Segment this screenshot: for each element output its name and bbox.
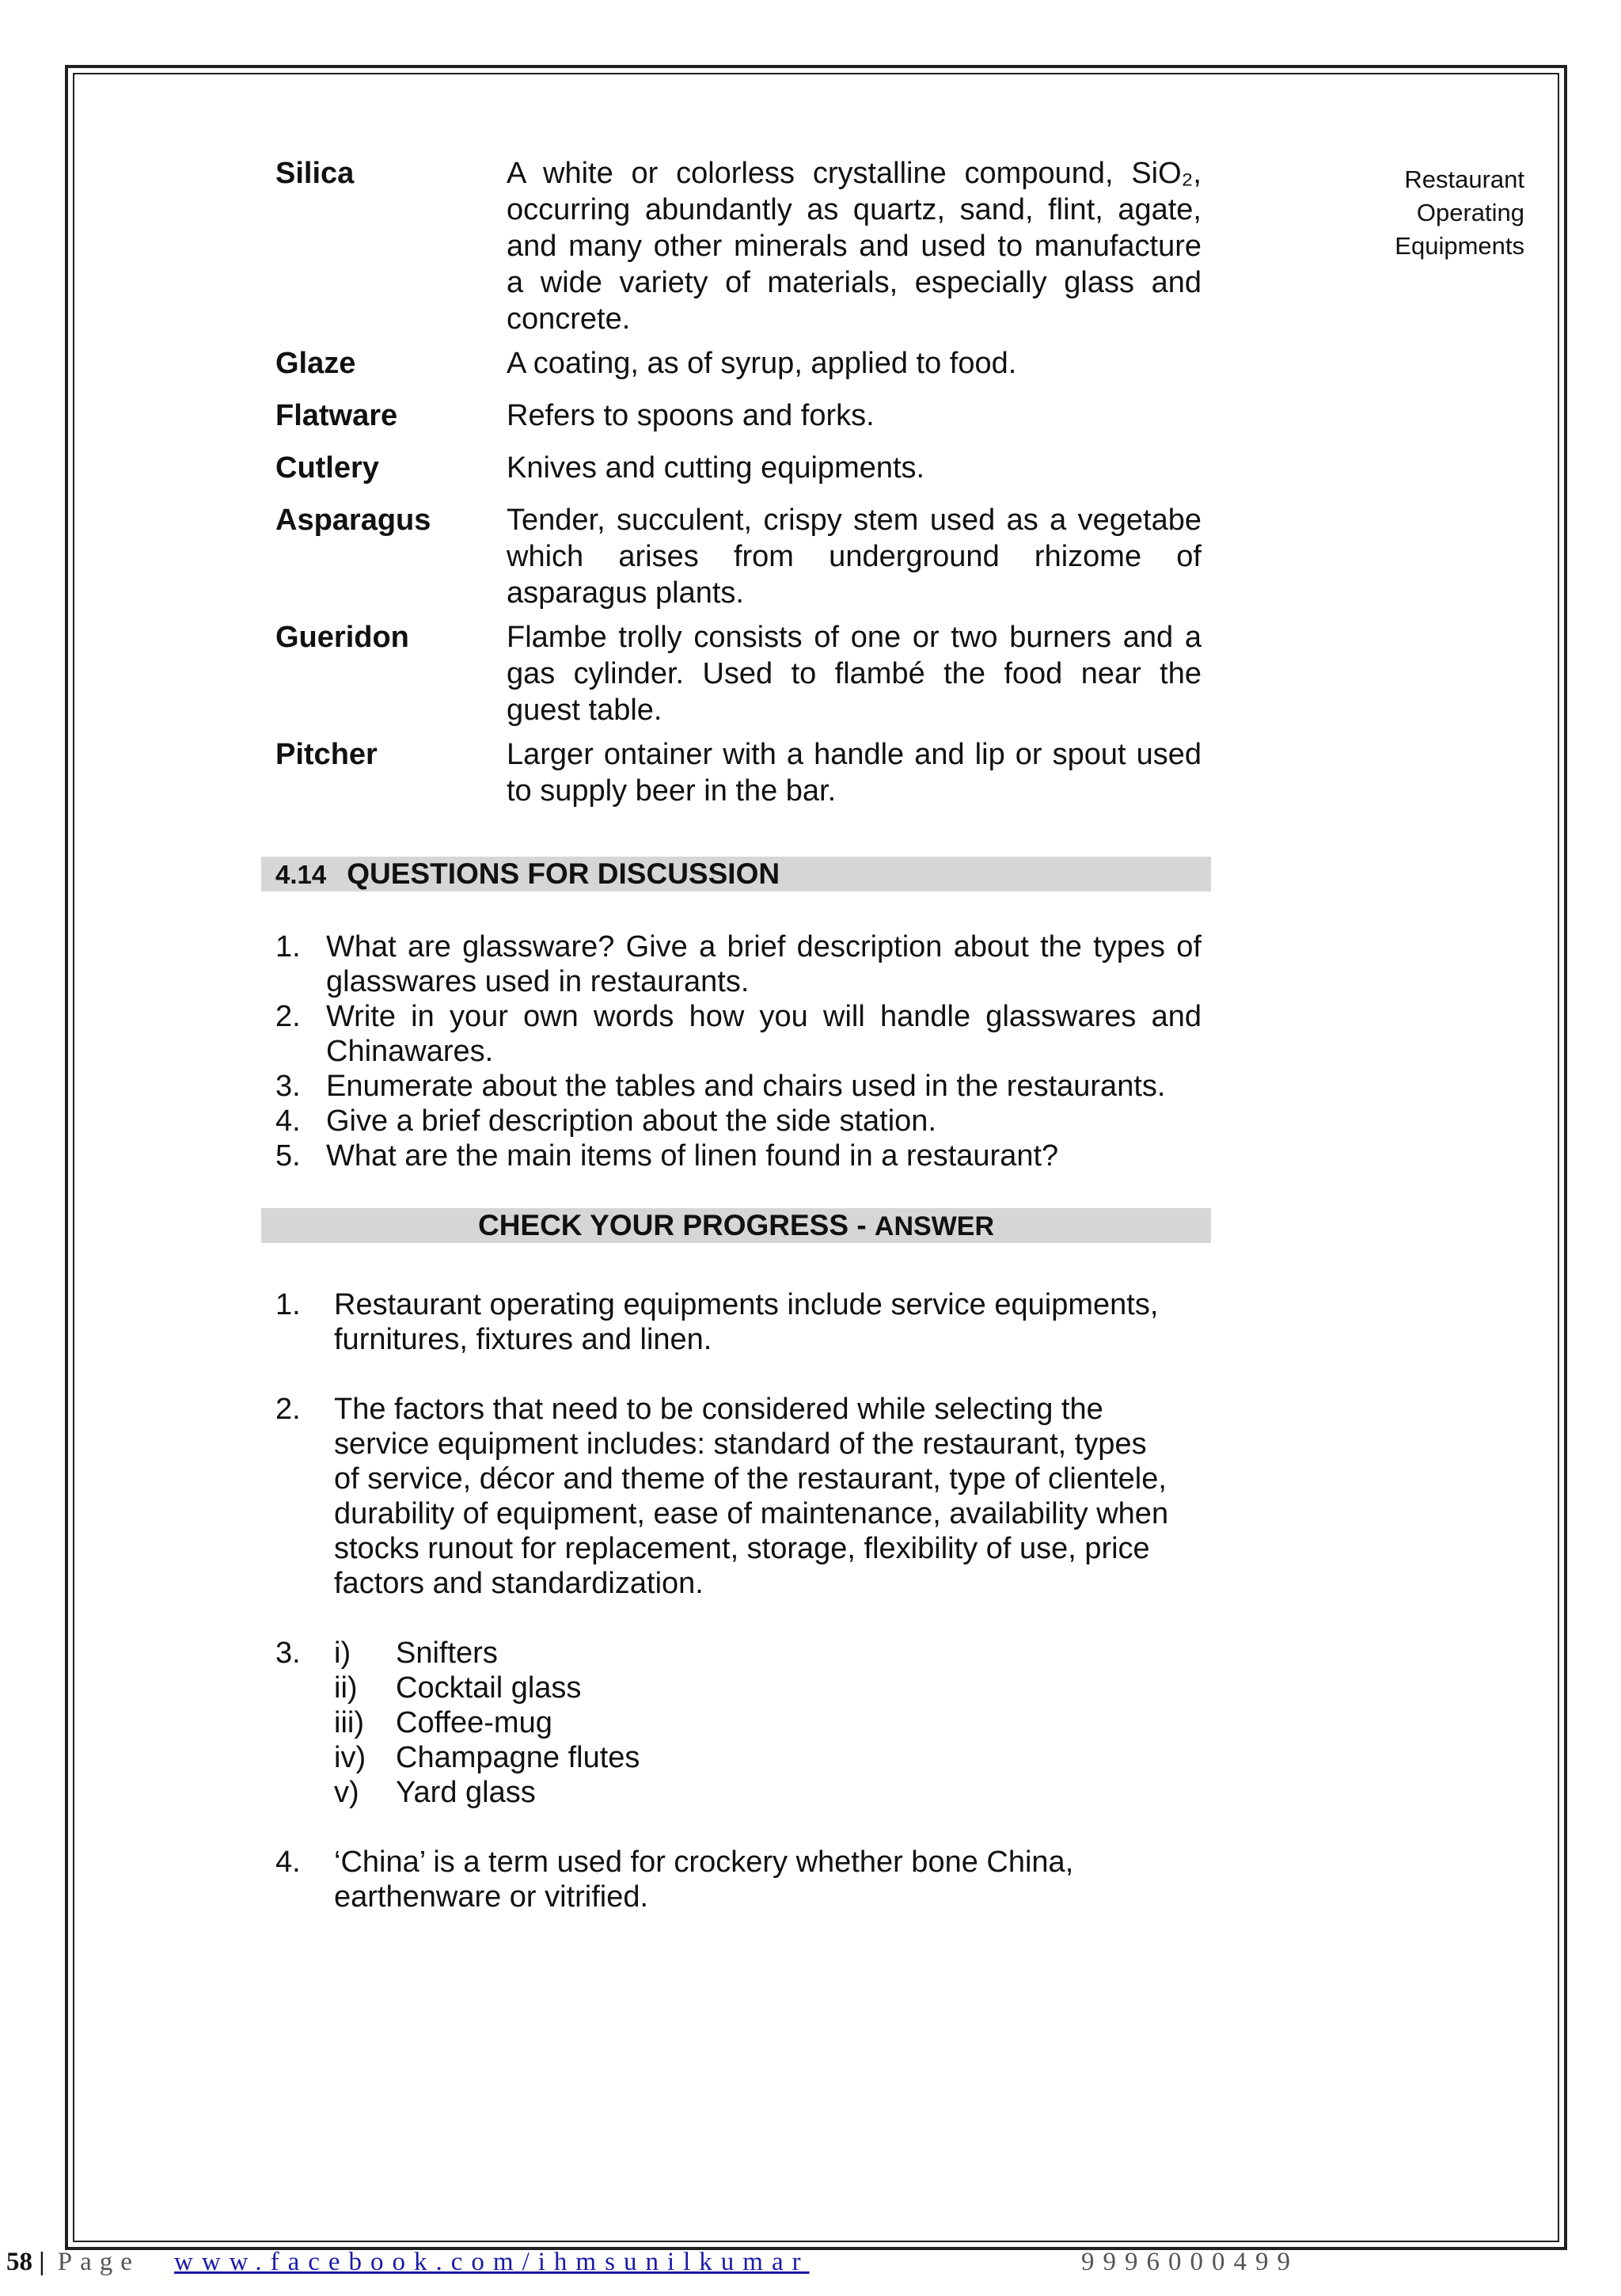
phone-number: 9996000499 [1081,2248,1299,2276]
glossary-definition: A coating, as of syrup, applied to food. [507,347,1017,380]
sub-item-number: iii) [334,1706,364,1739]
list-item [275,1287,1170,1357]
sub-list-item [334,1705,1170,1740]
section-title: QUESTIONS FOR DISCUSSION [347,857,780,890]
sub-item-number: i) [334,1636,351,1670]
glossary-entry [275,619,1209,728]
item-number: 2. [275,1393,301,1426]
section-heading [261,1208,1211,1244]
item-number: 1. [275,1288,301,1321]
progress-answer-list [275,1287,1170,1949]
list-item [275,1392,1170,1601]
glossary-list [275,155,1209,809]
item-number: 5. [275,1139,301,1173]
list-item [275,999,1202,1069]
item-number: 3. [275,1070,301,1103]
sub-item-number: iv) [334,1741,366,1774]
glossary-definition: Knives and cutting equipments. [507,451,925,485]
glossary-term: Gueridon [275,621,409,654]
glossary-term: Pitcher [275,738,378,771]
glossary-definition: Larger ontainer with a handle and lip or spout used to supply beer in the bar. [507,738,1202,808]
glossary-term: Glaze [275,347,356,380]
sub-item-number: v) [334,1776,359,1809]
page-label: Page [57,2248,140,2276]
sidebar-line: Equipments [1395,232,1524,260]
page-footer [6,2245,1352,2279]
section-number: 4.14 [275,860,327,889]
sub-list-item [334,1740,1170,1775]
list-item [275,1636,1170,1810]
sub-item-text: Cocktail glass [396,1671,582,1705]
section-heading-bar [261,857,1211,891]
facebook-link[interactable]: www.facebook.com/ihmsunilkumar [174,2248,810,2276]
glossary-term: Flatware [275,399,398,432]
glossary-entry [275,155,1209,337]
glossary-definition: Refers to spoons and forks. [507,399,875,432]
item-number: 2. [275,1000,301,1033]
glossary-definition: A white or colorless crystalline compound, SiO₂, occurring abundantly as quartz, sand, flint, agate, and many other minerals and used to manufacture a wide variety of materials, especially glass and concrete. [507,157,1202,336]
item-text: The factors that need to be considered while selecting the service equipment includes: standard of the restaurant, types of service, décor and theme of the restaurant, type of clientele, durability of equipment, ease of maintenance, availability when stocks runout for replacement, storage, flexibility of use, price factors and standardization. [334,1393,1169,1600]
glossary-entry [275,397,1209,434]
sidebar-line: Operating [1416,199,1524,226]
glossary-entry [275,450,1209,486]
section-title: CHECK YOUR PROGRESS - [477,1209,875,1241]
sub-list-item [334,1775,1170,1810]
page-number: 58 [6,2248,32,2276]
list-item [275,1069,1202,1104]
item-text: What are the main items of linen found in a restaurant? [326,1139,1059,1173]
item-number: 3. [275,1636,301,1670]
chapter-sidebar-label [1319,163,1524,263]
item-text: Restaurant operating equipments include service equipments, furnitures, fixtures and linen. [334,1288,1159,1356]
glossary-definition: Tender, succulent, crispy stem used as a vegetabe which arises from underground rhizome of asparagus plants. [507,504,1202,610]
sub-item-number: ii) [334,1671,358,1705]
glossary-entry [275,502,1209,611]
item-text: Enumerate about the tables and chairs used in the restaurants. [326,1070,1166,1103]
glossary-entry [275,345,1209,382]
list-item [275,1138,1202,1173]
sub-item-text: Yard glass [396,1776,536,1809]
sub-list-item [334,1671,1170,1705]
discussion-question-list [275,929,1202,1173]
list-item [275,1845,1170,1914]
sub-item-text: Snifters [396,1636,498,1670]
item-number: 4. [275,1104,301,1138]
section-heading [261,857,1211,892]
glossary-term: Silica [275,157,355,190]
list-item [275,929,1202,999]
footer-separator: | [39,2248,45,2276]
section-title-suffix: ANSWER [874,1211,995,1241]
list-item [275,1104,1202,1138]
glossary-term: Asparagus [275,504,431,537]
glossary-term: Cutlery [275,451,379,485]
glossary-entry [275,736,1209,809]
glossary-definition: Flambe trolly consists of one or two burners and a gas cylinder. Used to flambé the food near the guest table. [507,621,1202,727]
sidebar-line: Restaurant [1404,165,1524,193]
item-text: What are glassware? Give a brief description about the types of glasswares used in restaurants. [326,930,1202,998]
sub-list-item [334,1636,1170,1671]
item-number: 1. [275,930,301,964]
sub-item-text: Coffee-mug [396,1706,552,1739]
section-heading-bar [261,1208,1211,1243]
item-number: 4. [275,1846,301,1879]
item-text: Write in your own words how you will handle glasswares and Chinawares. [326,1000,1202,1068]
item-text: ‘China’ is a term used for crockery whether bone China, earthenware or vitrified. [334,1846,1074,1914]
sub-item-text: Champagne flutes [396,1741,640,1774]
item-text: Give a brief description about the side station. [326,1104,937,1138]
